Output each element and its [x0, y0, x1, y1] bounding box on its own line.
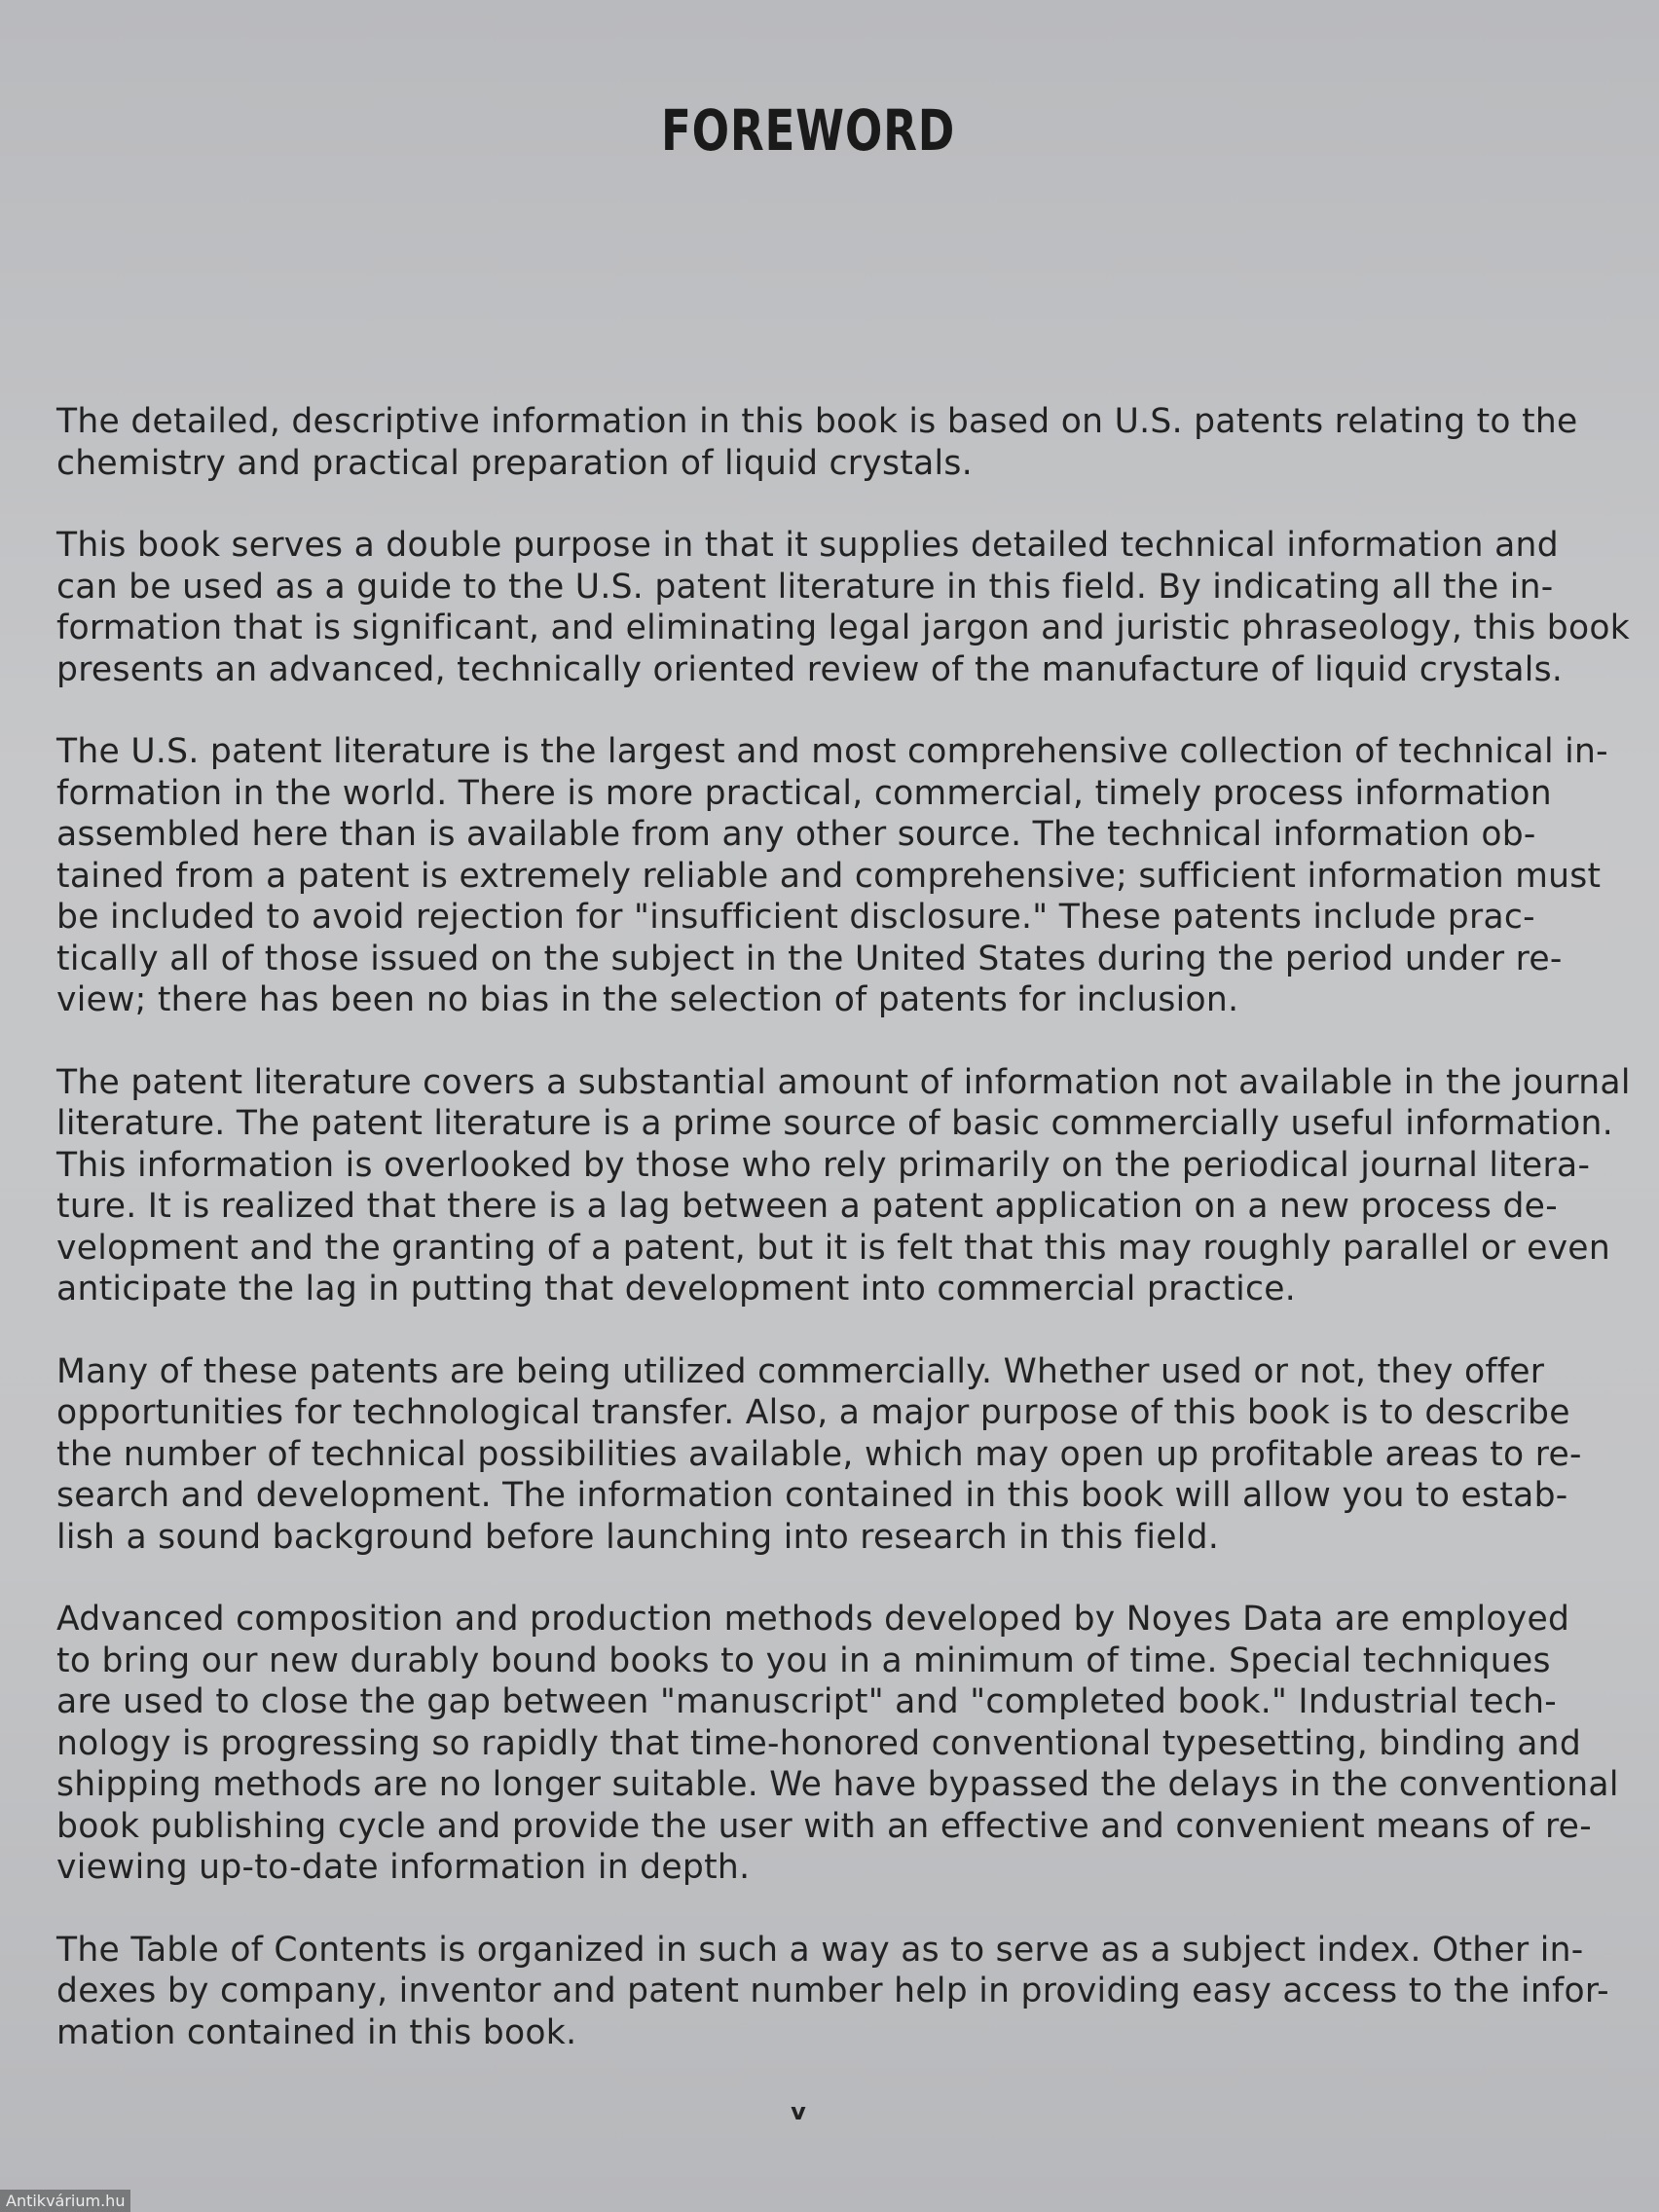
text-line: This information is overlooked by those who rely primarily on the periodical journal litera-	[56, 1145, 1591, 1185]
paragraph	[56, 1062, 1631, 1310]
paragraph	[56, 731, 1614, 1021]
text-line: book publishing cycle and provide the user with an effective and convenient means of re-	[56, 1806, 1592, 1846]
text-line: The patent literature covers a substantial amount of information not available in the journal	[56, 1062, 1631, 1102]
text-line: view; there has been no bias in the selection of patents for inclusion.	[56, 980, 1239, 1019]
text-line: nology is progressing so rapidly that time-honored conventional typesetting, binding and	[56, 1723, 1582, 1763]
text-line: opportunities for technological transfer. Also, a major purpose of this book is to describe	[56, 1393, 1570, 1432]
page-title: FOREWORD	[660, 97, 956, 164]
paragraph	[56, 1599, 1619, 1889]
text-line: The detailed, descriptive information in this book is based on U.S. patents relating to the	[56, 402, 1578, 441]
paragraph	[56, 1930, 1614, 2054]
text-line: mation contained in this book.	[56, 2012, 577, 2052]
text-line: chemistry and practical preparation of liquid crystals.	[56, 443, 973, 483]
text-line: the number of technical possibilities available, which may open up profitable areas to re-	[56, 1434, 1582, 1474]
text-line: search and development. The information contained in this book will allow you to estab-	[56, 1476, 1568, 1515]
watermark: Antikvárium.hu	[0, 2190, 130, 2212]
text-line: dexes by company, inventor and patent number help in providing easy access to the infor-	[56, 1972, 1609, 2010]
text-line: formation in the world. There is more practical, commercial, timely process information	[56, 773, 1552, 813]
text-line: can be used as a guide to the U.S. patent literature in this field. By indicating all the in-	[56, 567, 1554, 607]
paragraph	[56, 401, 1614, 484]
text-line: literature. The patent literature is a prime source of basic commercially useful information.	[56, 1104, 1613, 1143]
text-line: are used to close the gap between "manuscript" and "completed book." Industrial tech-	[56, 1682, 1558, 1721]
text-line: presents an advanced, technically oriented review of the manufacture of liquid crystals.	[56, 649, 1564, 689]
text-line: lish a sound background before launching into research in this field.	[56, 1517, 1220, 1557]
text-line: be included to avoid rejection for "insufficient disclosure." These patents include prac-	[56, 898, 1535, 937]
text-line: formation that is significant, and eliminating legal jargon and juristic phraseology, this book	[56, 608, 1631, 647]
foreword-body	[56, 401, 1631, 2053]
text-line: velopment and the granting of a patent, but it is felt that this may roughly parallel or even	[56, 1228, 1610, 1268]
text-line: viewing up-to-date information in depth.	[56, 1848, 751, 1887]
text-line: to bring our new durably bound books to you in a minimum of time. Special techniques	[56, 1641, 1551, 1680]
text-line: This book serves a double purpose in that it supplies detailed technical information and	[56, 526, 1559, 565]
text-line: shipping methods are no longer suitable. We have bypassed the delays in the conventional	[56, 1765, 1619, 1804]
text-line: ture. It is realized that there is a lag between a patent application on a new process de-	[56, 1187, 1558, 1226]
text-line: Advanced composition and production methods developed by Noyes Data are employed	[56, 1600, 1570, 1639]
text-line: tically all of those issued on the subject in the United States during the period under re-	[56, 939, 1563, 978]
text-line: tained from a patent is extremely reliable and comprehensive; sufficient information must	[56, 856, 1602, 896]
paragraph	[56, 525, 1631, 690]
text-line: anticipate the lag in putting that development into commercial practice.	[56, 1270, 1297, 1309]
page-number: v	[791, 2098, 806, 2125]
text-line: The Table of Contents is organized in such a way as to serve as a subject index. Other in-	[56, 1930, 1584, 1970]
text-line: The U.S. patent literature is the largest and most comprehensive collection of technical in-	[56, 732, 1608, 771]
text-line: assembled here than is available from any other source. The technical information ob-	[56, 815, 1536, 854]
text-line: Many of these patents are being utilized commercially. Whether used or not, they offer	[56, 1351, 1545, 1391]
paragraph	[56, 1351, 1614, 1559]
